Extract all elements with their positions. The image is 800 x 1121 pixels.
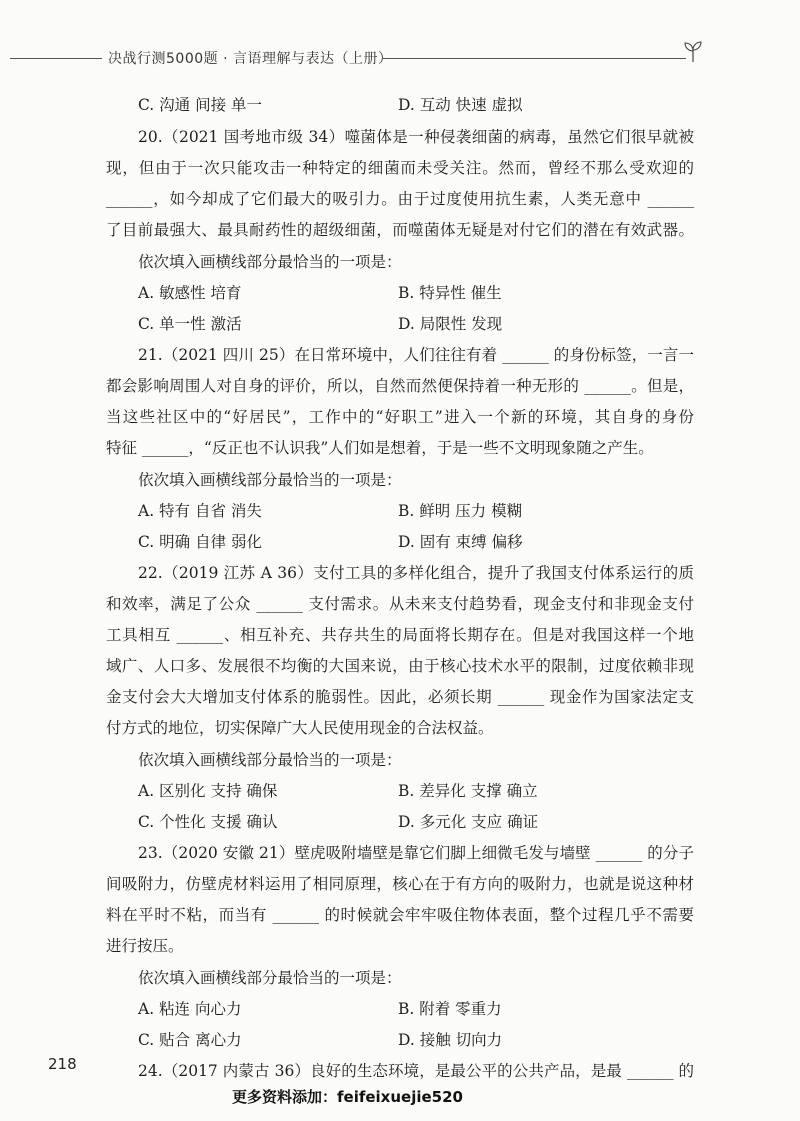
text-line: 域广、人口多、发展很不均衡的大国来说，由于核心技术水平的限制，过度依赖非现: [106, 657, 694, 675]
header-rule-right: [382, 58, 686, 59]
header-title: 决战行测5000题 · 言语理解与表达（上册）: [108, 51, 393, 67]
text-line: D. 局限性 发现: [398, 315, 503, 333]
text-line: 进行按压。: [106, 937, 184, 955]
text-line: A. 区别化 支持 确保: [138, 782, 278, 800]
running-header: [0, 44, 800, 74]
text-line: 依次填入画横线部分最恰当的一项是：: [138, 471, 402, 489]
text-line: 22.（2019 江苏 A 36）支付工具的多样化组合，提升了我国支付体系运行的质: [138, 564, 694, 582]
footer-note: 更多资料添加：feifeixuejie520: [232, 1088, 463, 1106]
text-line: 和效率，满足了公众 ______ 支付需求。从未来支付趋势看，现金支付和非现金支付: [106, 595, 694, 613]
text-line: D. 多元化 支应 确证: [398, 813, 539, 831]
text-line: 20.（2021 国考地市级 34）噬菌体是一种侵袭细菌的病毒，虽然它们很早就被: [138, 128, 694, 146]
sprout-icon: [680, 38, 706, 64]
text-line: A. 特有 自省 消失: [138, 502, 262, 520]
text-line: 24.（2017 内蒙古 36）良好的生态环境，是最公平的公共产品，是最 ______ 的: [138, 1062, 694, 1080]
text-line: 工具相互 ______、相互补充、共存共生的局面将长期存在。但是对我国这样一个地: [106, 626, 694, 644]
text-line: 依次填入画横线部分最恰当的一项是：: [138, 969, 402, 987]
text-line: D. 接触 切向力: [398, 1031, 503, 1049]
text-line: C. 单一性 激活: [138, 315, 242, 333]
text-line: B. 特异性 催生: [398, 284, 502, 302]
text-line: B. 鲜明 压力 模糊: [398, 502, 523, 520]
text-line: A. 粘连 向心力: [138, 1000, 242, 1018]
text-line: 23.（2020 安徽 21）壁虎吸附墙壁是靠它们脚上细微毛发与墙壁 ______ 的分子: [138, 844, 694, 862]
text-line: D. 互动 快速 虚拟: [398, 96, 523, 114]
text-line: 依次填入画横线部分最恰当的一项是：: [138, 253, 402, 271]
text-line: B. 差异化 支撑 确立: [398, 782, 538, 800]
header-rule-left: [10, 58, 102, 59]
page-number: 218: [48, 1055, 77, 1073]
text-line: B. 附着 零重力: [398, 1000, 502, 1018]
text-line: 都会影响周围人对自身的评价，所以，自然而然便保持着一种无形的 ______。但是，: [106, 377, 694, 395]
text-line: 依次填入画横线部分最恰当的一项是：: [138, 751, 402, 769]
text-line: 现，但由于一次只能攻击一种特定的细菌而未受关注。然而，曾经不那么受欢迎的: [106, 159, 694, 177]
text-line: 21.（2021 四川 25）在日常环境中，人们往往有着 ______ 的身份标签，一言一: [138, 346, 694, 364]
text-line: 了目前最强大、最具耐药性的超级细菌，而噬菌体无疑是对付它们的潜在有效武器。: [106, 221, 694, 239]
text-line: C. 沟通 间接 单一: [138, 96, 263, 114]
text-line: 特征 ______，“反正也不认识我”人们如是想着，于是一些不文明现象随之产生。: [106, 439, 654, 457]
text-line: C. 贴合 离心力: [138, 1031, 242, 1049]
text-line: A. 敏感性 培育: [138, 284, 242, 302]
text-line: 料在平时不粘，而当有 ______ 的时候就会牢牢吸住物体表面，整个过程几乎不需要: [106, 906, 694, 924]
text-line: C. 明确 自律 弱化: [138, 533, 263, 551]
text-line: C. 个性化 支援 确认: [138, 813, 278, 831]
text-line: 当这些社区中的“好居民”，工作中的“好职工”进入一个新的环境，其自身的身份: [106, 408, 694, 426]
text-line: 付方式的地位，切实保障广大人民使用现金的合法权益。: [106, 719, 494, 737]
text-line: D. 固有 束缚 偏移: [398, 533, 523, 551]
text-line: ______，如今却成了它们最大的吸引力。由于过度使用抗生素，人类无意中 ______: [106, 190, 694, 208]
text-line: 金支付会大大增加支付体系的脆弱性。因此，必须长期 ______ 现金作为国家法定支: [106, 688, 694, 706]
text-line: 间吸附力，仿壁虎材料运用了相同原理，核心在于有方向的吸附力，也就是说这种材: [106, 875, 694, 893]
